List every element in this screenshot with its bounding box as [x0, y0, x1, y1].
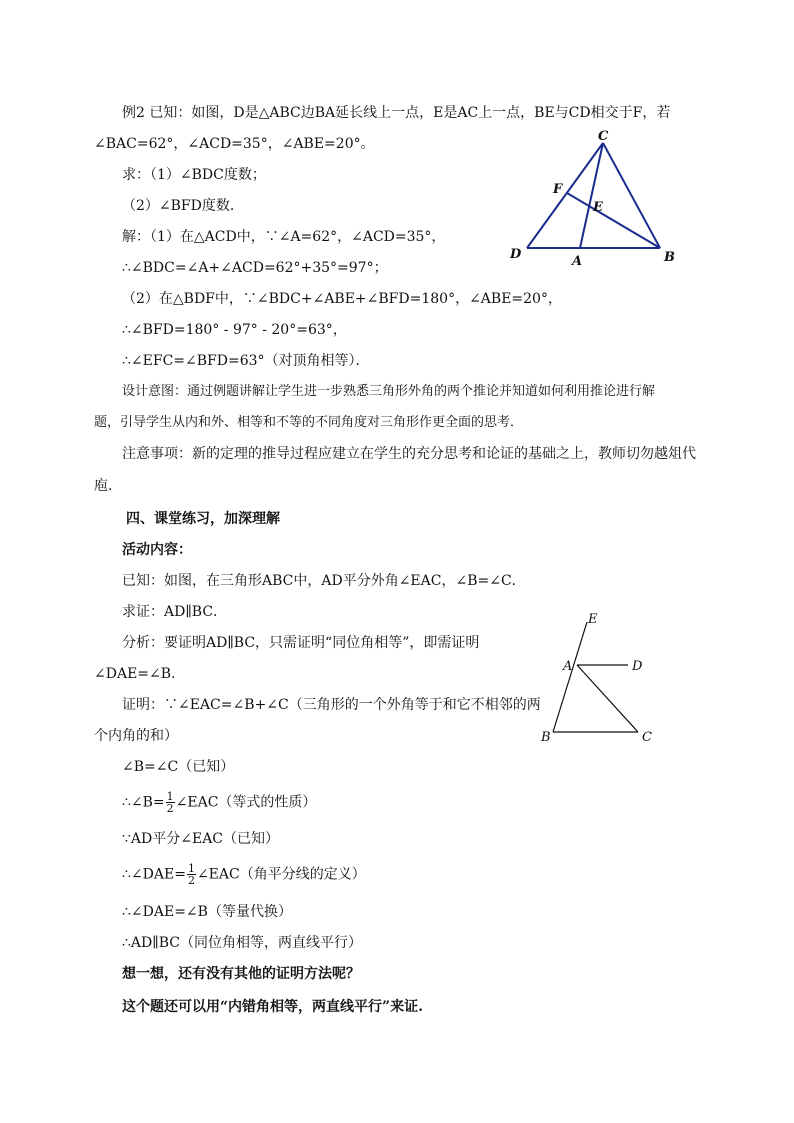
- exercise-prove: 求证：AD∥BC．: [122, 604, 228, 620]
- label-F: F: [553, 182, 563, 197]
- alternative-method: 这个题还可以用“内错角相等，两直线平行”来证.: [122, 999, 423, 1015]
- analysis-line-2: ∠DAE=∠B.: [94, 666, 176, 682]
- segment-AC: [577, 665, 638, 732]
- segment-BE: [553, 622, 587, 732]
- proof-line-7: ∴∠DAE=∠B（等量代换）: [122, 904, 292, 920]
- label-C: C: [598, 130, 609, 144]
- proof-line-8: ∴AD∥BC（同位角相等，两直线平行）: [122, 935, 362, 951]
- exercise-given: 已知：如图，在三角形ABC中，AD平分外角∠EAC，∠B=∠C．: [122, 573, 526, 589]
- section-heading: 四、课堂练习，加深理解: [126, 511, 280, 527]
- notes-line-1: 注意事项：新的定理的推导过程应建立在学生的充分思考和论证的基础之上，教师切勿越俎代: [122, 446, 696, 462]
- label-C: C: [642, 730, 652, 745]
- proof-line-4: [122, 791, 316, 814]
- think-prompt: 想一想，还有没有其他的证明方法呢？: [122, 966, 360, 982]
- activity-heading: 活动内容：: [122, 542, 192, 558]
- proof-line-3: ∠B=∠C（已知）: [122, 759, 235, 775]
- proof-line-6: [122, 863, 366, 886]
- example-text-line: 例2 已知：如图，D是△ABC边BA延长线上一点，E是AC上一点，BE与CD相交于F，若: [122, 105, 671, 121]
- triangle-figure-2: [535, 605, 675, 755]
- fraction-numerator: 1: [166, 790, 174, 803]
- fraction-denominator: 2: [166, 802, 174, 815]
- fraction-half: [166, 791, 175, 814]
- proof-line-4-suffix: ∠EAC（等式的性质）: [175, 794, 317, 811]
- question-1: 求：（1）∠BDC度数；: [122, 167, 266, 183]
- proof-line-2: 个内角的和）: [94, 728, 178, 744]
- given-angles-line: ∠BAC=62°，∠ACD=35°，∠ABE=20°。: [94, 136, 375, 152]
- solution-line-3: （2）在△BDF中，∵∠BDC+∠ABE+∠BFD=180°，∠ABE=20°，: [122, 291, 562, 307]
- label-B: B: [664, 250, 675, 265]
- solution-line-2: ∴∠BDC=∠A+∠ACD=62°+35°=97°；: [122, 260, 388, 276]
- proof-line-4-prefix: ∴∠B=: [122, 794, 165, 811]
- label-E: E: [588, 612, 598, 627]
- design-intent-line-2: 题，引导学生从内和外、相等和不等的不同角度对三角形作更全面的思考．: [94, 415, 524, 430]
- fraction-half: [187, 863, 196, 886]
- label-A: A: [563, 659, 573, 674]
- solution-line-4: ∴∠BFD=180° - 97° - 20°=63°，: [122, 322, 347, 338]
- proof-line-6-prefix: ∴∠DAE=: [122, 866, 186, 883]
- question-2: （2）∠BFD度数．: [122, 198, 244, 214]
- label-D: D: [510, 247, 522, 262]
- proof-line-5: ∵AD平分∠EAC（已知）: [122, 831, 280, 847]
- label-E: E: [593, 200, 603, 215]
- label-A: A: [572, 254, 583, 269]
- label-B: B: [541, 730, 551, 745]
- design-intent-line-1: 设计意图：通过例题讲解让学生进一步熟悉三角形外角的两个推论并知道如何利用推论进行解: [122, 384, 656, 399]
- solution-line-5: ∴∠EFC=∠BFD=63°（对顶角相等）．: [122, 353, 370, 369]
- fraction-numerator: 1: [187, 862, 195, 875]
- notes-line-2: 庖．: [94, 478, 122, 494]
- proof-line-6-suffix: ∠EAC（角平分线的定义）: [196, 866, 366, 883]
- proof-line-1: 证明：∵∠EAC=∠B+∠C（三角形的一个外角等于和它不相邻的两: [122, 697, 541, 713]
- solution-line-1: 解：（1）在△ACD中，∵∠A=62°，∠ACD=35°，: [122, 229, 446, 245]
- analysis-line-1: 分析：要证明AD∥BC，只需证明“同位角相等”，即需证明: [122, 635, 480, 651]
- fraction-denominator: 2: [187, 874, 195, 887]
- triangle-figure-1: [505, 130, 695, 290]
- label-D: D: [632, 659, 643, 674]
